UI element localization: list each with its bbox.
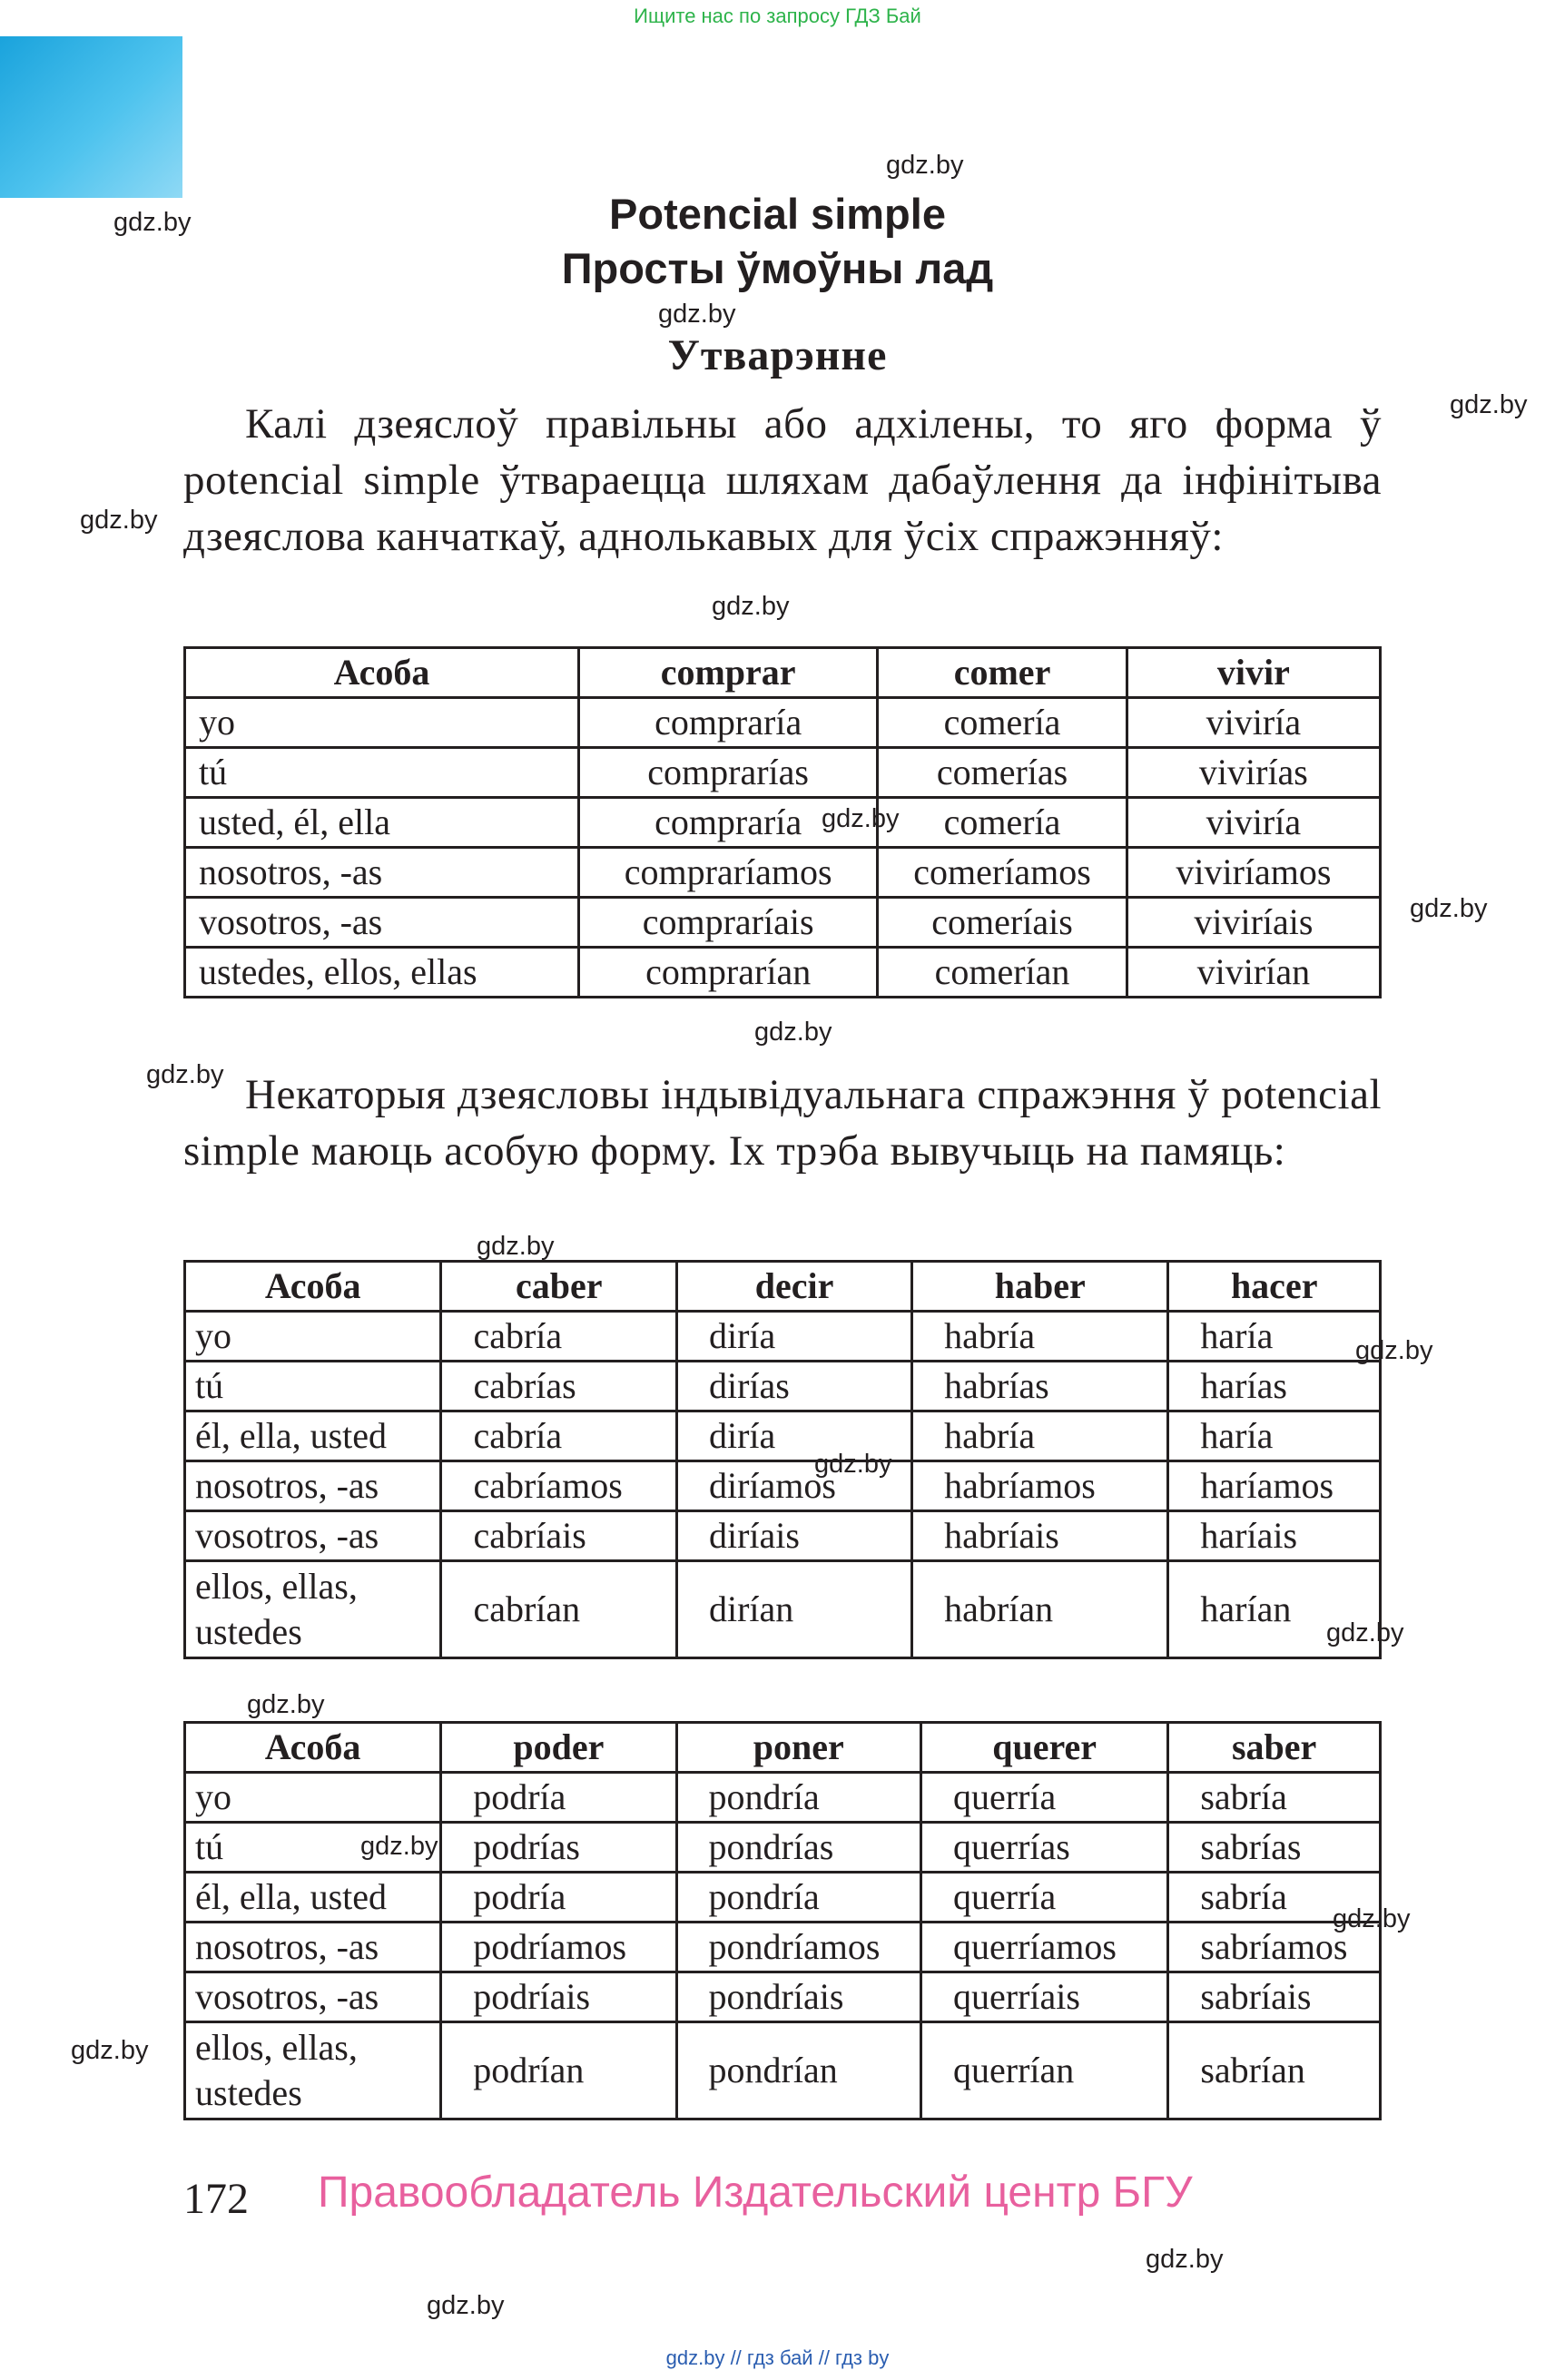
verb-form-cell: habrías xyxy=(912,1362,1168,1411)
verb-form-cell: pondríamos xyxy=(676,1923,920,1972)
watermark: gdz.by xyxy=(712,592,790,621)
table-row xyxy=(185,1972,1381,2022)
column-header-verb: poner xyxy=(676,1723,920,1773)
table-row xyxy=(185,1312,1381,1362)
table-row xyxy=(185,1511,1381,1561)
watermark: gdz.by xyxy=(360,1832,438,1861)
table-row xyxy=(185,2022,1381,2119)
verb-form-cell: viviríamos xyxy=(1127,848,1380,898)
column-header-verb: querer xyxy=(921,1723,1168,1773)
verb-form-cell: pondrías xyxy=(676,1823,920,1873)
column-header-verb: saber xyxy=(1168,1723,1381,1773)
verb-form-cell: habríamos xyxy=(912,1461,1168,1511)
person-cell: nosotros, -as xyxy=(185,1923,441,1972)
watermark: gdz.by xyxy=(1333,1904,1411,1933)
verb-form-cell: compraríais xyxy=(579,898,878,948)
verb-form-cell: habría xyxy=(912,1312,1168,1362)
person-cell: nosotros, -as xyxy=(185,848,579,898)
verb-form-cell: vivirías xyxy=(1127,748,1380,798)
verb-form-cell: diríais xyxy=(676,1511,911,1561)
table-row xyxy=(185,1873,1381,1923)
verb-form-cell: comprarían xyxy=(579,948,878,998)
verb-form-cell: vivirían xyxy=(1127,948,1380,998)
verb-form-cell: podría xyxy=(441,1873,676,1923)
table-row xyxy=(185,898,1381,948)
verb-form-cell: harían xyxy=(1168,1561,1381,1658)
person-cell: yo xyxy=(185,1773,441,1823)
verb-form-cell: pondrían xyxy=(676,2022,920,2119)
watermark: gdz.by xyxy=(1450,390,1528,419)
table-regular-verbs xyxy=(183,646,1382,998)
verb-form-cell: podría xyxy=(441,1773,676,1823)
table-irregular-verbs-2 xyxy=(183,1721,1382,2120)
verb-form-cell: comprarías xyxy=(579,748,878,798)
person-cell: ellos, ellas, ustedes xyxy=(185,1561,441,1658)
person-cell: vosotros, -as xyxy=(185,898,579,948)
verb-form-cell: podríais xyxy=(441,1972,676,2022)
table-header-row xyxy=(185,1723,1381,1773)
verb-form-cell: querría xyxy=(921,1873,1168,1923)
verb-form-cell: podríamos xyxy=(441,1923,676,1972)
verb-form-cell: haríais xyxy=(1168,1511,1381,1561)
watermark: gdz.by xyxy=(658,300,736,329)
person-cell: usted, él, ella xyxy=(185,798,579,848)
verb-form-cell: cabría xyxy=(441,1411,676,1461)
verb-form-cell: viviríais xyxy=(1127,898,1380,948)
verb-form-cell: compraríamos xyxy=(579,848,878,898)
column-header-verb: poder xyxy=(441,1723,676,1773)
column-header-verb: comprar xyxy=(579,648,878,698)
verb-form-cell: pondría xyxy=(676,1873,920,1923)
verb-form-cell: pondría xyxy=(676,1773,920,1823)
column-header-person: Асоба xyxy=(185,1262,441,1312)
verb-form-cell: dirías xyxy=(676,1362,911,1411)
verb-form-cell: comeríais xyxy=(878,898,1127,948)
watermark: gdz.by xyxy=(113,208,192,237)
person-cell: vosotros, -as xyxy=(185,1511,441,1561)
watermark: gdz.by xyxy=(886,151,964,180)
person-cell: ustedes, ellos, ellas xyxy=(185,948,579,998)
person-cell: él, ella, usted xyxy=(185,1873,441,1923)
paragraph-formation-text: Калі дзеяслоў правільны або адхілены, то яго форма ў potencial simple ўтвараецца шляхам дабаўлення да інфінітыва дзеяслова канчаткаў, аднолькавых для ўсіх спражэнняў: xyxy=(183,400,1382,560)
verb-form-cell: habrían xyxy=(912,1561,1168,1658)
section-heading: Утварэнне xyxy=(667,331,888,379)
title-be: Просты ўмоўны лад xyxy=(561,244,994,292)
verb-form-cell: habría xyxy=(912,1411,1168,1461)
top-banner: Ищите нас по запросу ГДЗ Бай xyxy=(634,5,921,27)
person-cell: tú xyxy=(185,748,579,798)
watermark: gdz.by xyxy=(1410,894,1488,923)
table-row xyxy=(185,1411,1381,1461)
table-irregular-verbs-1 xyxy=(183,1260,1382,1659)
table-row xyxy=(185,698,1381,748)
column-header-person: Асоба xyxy=(185,648,579,698)
verb-form-cell: comerías xyxy=(878,748,1127,798)
watermark: gdz.by xyxy=(1146,2245,1224,2274)
verb-form-cell: pondríais xyxy=(676,1972,920,2022)
verb-form-cell: compraría xyxy=(579,798,878,848)
watermark: gdz.by xyxy=(822,804,900,833)
table-row xyxy=(185,948,1381,998)
table-row xyxy=(185,1561,1381,1658)
copyright-notice: Правообладатель Издательский центр БГУ xyxy=(318,2169,1193,2217)
column-header-verb: hacer xyxy=(1168,1262,1381,1312)
verb-form-cell: comería xyxy=(878,698,1127,748)
watermark: gdz.by xyxy=(427,2291,505,2320)
verb-form-cell: cabrías xyxy=(441,1362,676,1411)
watermark: gdz.by xyxy=(1326,1618,1404,1647)
verb-form-cell: sabría xyxy=(1168,1773,1381,1823)
watermark: gdz.by xyxy=(754,1018,832,1047)
verb-form-cell: sabrían xyxy=(1168,2022,1381,2119)
title-en: Potencial simple xyxy=(609,190,946,238)
watermark: gdz.by xyxy=(146,1060,224,1089)
table-row xyxy=(185,1461,1381,1511)
verb-form-cell: comería xyxy=(878,798,1127,848)
verb-form-cell: querría xyxy=(921,1773,1168,1823)
verb-form-cell: cabrían xyxy=(441,1561,676,1658)
watermark: gdz.by xyxy=(1355,1336,1433,1365)
person-cell: vosotros, -as xyxy=(185,1972,441,2022)
paragraph-irregular-text: Некаторыя дзеясловы індывідуальнага спражэння ў potencial simple маюць асобую форму. Іх трэба вывучыць на памяць: xyxy=(183,1071,1382,1175)
verb-form-cell: cabríais xyxy=(441,1511,676,1561)
paragraph-irregular xyxy=(183,1067,1382,1179)
verb-form-cell: diría xyxy=(676,1411,911,1461)
watermark: gdz.by xyxy=(247,1690,325,1719)
table-row xyxy=(185,798,1381,848)
column-header-person: Асоба xyxy=(185,1723,441,1773)
column-header-verb: decir xyxy=(676,1262,911,1312)
verb-form-cell: cabríamos xyxy=(441,1461,676,1511)
column-header-verb: caber xyxy=(441,1262,676,1312)
verb-form-cell: querrían xyxy=(921,2022,1168,2119)
verb-form-cell: sabríais xyxy=(1168,1972,1381,2022)
table-header-row xyxy=(185,1262,1381,1312)
table-row xyxy=(185,848,1381,898)
paragraph-formation xyxy=(183,396,1382,565)
verb-form-cell: sabrías xyxy=(1168,1823,1381,1873)
person-cell: nosotros, -as xyxy=(185,1461,441,1511)
verb-form-cell: compraría xyxy=(579,698,878,748)
verb-form-cell: sabríamos xyxy=(1168,1923,1381,1972)
verb-form-cell: comerían xyxy=(878,948,1127,998)
verb-form-cell: viviría xyxy=(1127,798,1380,848)
column-header-verb: haber xyxy=(912,1262,1168,1312)
verb-form-cell: podrían xyxy=(441,2022,676,2119)
person-cell: él, ella, usted xyxy=(185,1411,441,1461)
person-cell: ellos, ellas, ustedes xyxy=(185,2022,441,2119)
verb-form-cell: diría xyxy=(676,1312,911,1362)
corner-color-block xyxy=(0,36,182,198)
verb-form-cell: harías xyxy=(1168,1362,1381,1411)
table-header-row xyxy=(185,648,1381,698)
column-header-verb: vivir xyxy=(1127,648,1380,698)
verb-form-cell: viviría xyxy=(1127,698,1380,748)
verb-form-cell: haría xyxy=(1168,1411,1381,1461)
watermark: gdz.by xyxy=(814,1450,892,1479)
verb-form-cell: haríamos xyxy=(1168,1461,1381,1511)
person-cell: tú xyxy=(185,1823,441,1873)
watermark: gdz.by xyxy=(477,1232,555,1261)
verb-form-cell: querríamos xyxy=(921,1923,1168,1972)
verb-form-cell: comeríamos xyxy=(878,848,1127,898)
table-row xyxy=(185,748,1381,798)
verb-form-cell: cabría xyxy=(441,1312,676,1362)
person-cell: yo xyxy=(185,1312,441,1362)
bottom-banner: gdz.by // гдз бай // гдз by xyxy=(665,2346,890,2369)
table-row xyxy=(185,1773,1381,1823)
verb-form-cell: haría xyxy=(1168,1312,1381,1362)
watermark: gdz.by xyxy=(71,2036,149,2065)
person-cell: yo xyxy=(185,698,579,748)
column-header-verb: comer xyxy=(878,648,1127,698)
table-row xyxy=(185,1923,1381,1972)
verb-form-cell: habríais xyxy=(912,1511,1168,1561)
verb-form-cell: sabría xyxy=(1168,1873,1381,1923)
person-cell: tú xyxy=(185,1362,441,1411)
verb-form-cell: querríais xyxy=(921,1972,1168,2022)
verb-form-cell: podrías xyxy=(441,1823,676,1873)
verb-form-cell: diríamos xyxy=(676,1461,911,1511)
watermark: gdz.by xyxy=(80,506,158,535)
verb-form-cell: dirían xyxy=(676,1561,911,1658)
table-row xyxy=(185,1362,1381,1411)
page-number: 172 xyxy=(183,2175,249,2223)
verb-form-cell: querrías xyxy=(921,1823,1168,1873)
